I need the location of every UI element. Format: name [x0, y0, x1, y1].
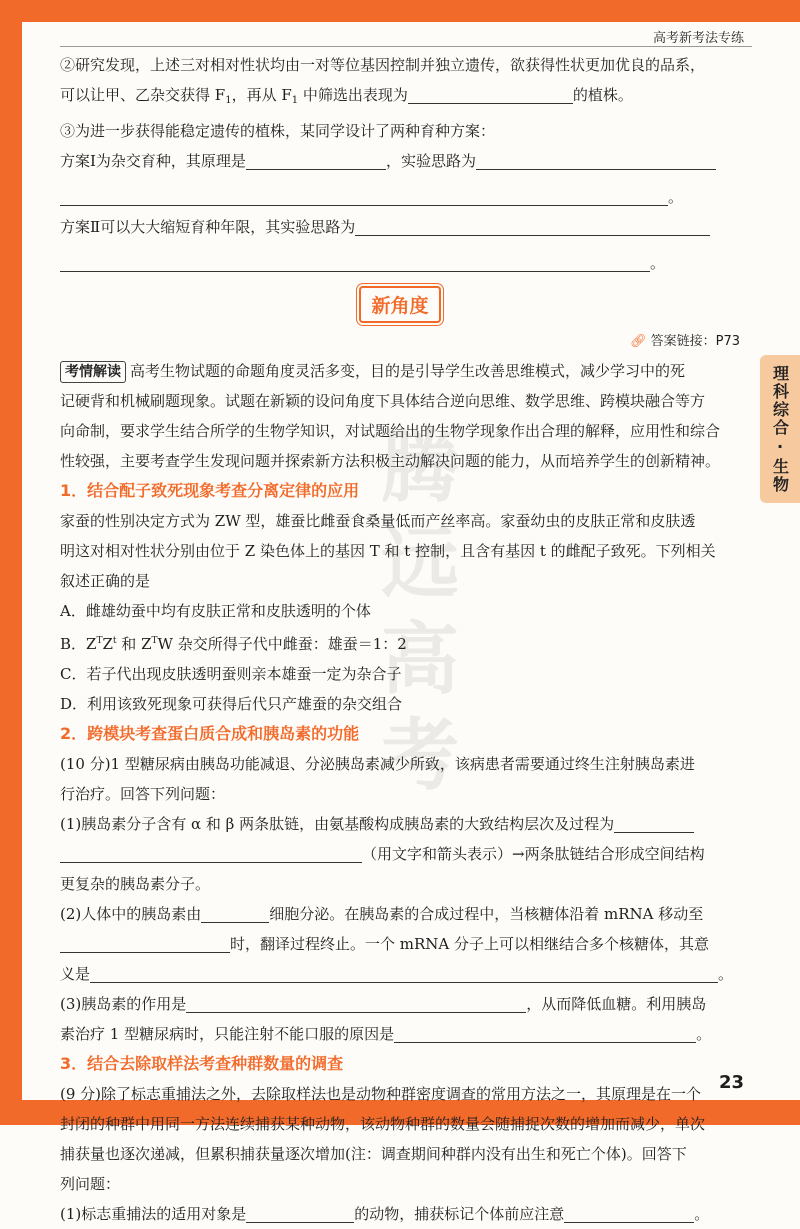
- answer-blank[interactable]: [246, 151, 386, 170]
- q3-line-1: ③为进一步获得能稳定遗传的植株，某同学设计了两种育种方案：: [60, 122, 496, 140]
- section-2-line-2: 行治疗。回答下列问题：: [60, 785, 226, 803]
- watermark: 腾远高考: [380, 423, 459, 801]
- section-1-line-1: 家蚕的性别决定方式为 ZW 型，雄蚕比雌蚕食桑量低而产丝率高。家蚕幼虫的皮肤正常和皮肤透: [60, 512, 696, 530]
- link-icon: 🔗︎: [630, 334, 647, 349]
- option-c[interactable]: C．若子代出现皮肤透明蚕则亲本雄蚕一定为杂合子: [60, 665, 402, 683]
- answer-blank[interactable]: [394, 1024, 696, 1043]
- q2-line-1: ②研究发现，上述三对相对性状均由一对等位基因控制并独立遗传，欲获得性状更加优良的品系，: [60, 56, 706, 74]
- page-content: [60, 50, 740, 1229]
- page-number: 23: [718, 1072, 744, 1093]
- new-angle-heading-wrap: [60, 286, 740, 330]
- header-divider: [60, 46, 752, 47]
- section-2-q1-line-1: (1)胰岛素分子含有 α 和 β 两条肽链，由氨基酸构成胰岛素的大致结构层次及过程为: [60, 809, 740, 839]
- left-color-band: [0, 0, 22, 1125]
- analysis-line-1: 考情解读 高考生物试题的命题角度灵活多变，目的是引导学生改善思维模式，减少学习中的死: [60, 356, 740, 386]
- section-3-line-4: 列问题：: [60, 1175, 121, 1193]
- answer-blank[interactable]: [408, 85, 573, 104]
- section-1-line-3: 叙述正确的是: [60, 572, 151, 590]
- plan2-continued: 。: [60, 248, 740, 278]
- section-2-q1-line-3: 更复杂的胰岛素分子。: [60, 875, 211, 893]
- answer-blank[interactable]: [201, 904, 269, 923]
- section-2-title: 2．跨模块考查蛋白质合成和胰岛素的功能: [60, 724, 360, 743]
- top-color-band: [0, 0, 800, 22]
- plan2-line: 方案Ⅱ可以大大缩短育种年限，其实验思路为: [60, 212, 740, 242]
- plan1-continued: 。: [60, 182, 740, 212]
- section-1-line-2: 明这对相对性状分别由位于 Z 染色体上的基因 T 和 t 控制，且含有基因 t 的雌配子致死。下列相关: [60, 542, 716, 560]
- section-2-q2-line-1: (2)人体中的胰岛素由 细胞分泌。在胰岛素的合成过程中，当核糖体沿着 mRNA 移动至: [60, 905, 704, 923]
- answer-blank[interactable]: [476, 151, 716, 170]
- option-b[interactable]: B．$Z^TZ^t$ 和 $Z^TW$ 杂交所得子代中雌蚕：雄蚕＝1：2: [60, 635, 407, 653]
- plan1-line: 方案Ⅰ为杂交育种，其原理是 ，实验思路为: [60, 146, 740, 176]
- section-1-title: 1．结合配子致死现象考查分离定律的应用: [60, 481, 360, 500]
- section-2-line-1: (10 分)1 型糖尿病由胰岛功能减退、分泌胰岛素减少所致，该病患者需要通过终生注射胰岛素进: [60, 755, 695, 773]
- section-2-q3-line-2: 素治疗 1 型糖尿病时，只能注射不能口服的原因是 。: [60, 1025, 712, 1043]
- answer-blank[interactable]: [614, 814, 694, 833]
- analysis-line-2: 记硬背和机械刷题现象。试题在新颖的设问角度下具体结合逆向思维、数学思维、跨模块融合等方: [60, 392, 706, 410]
- section-2-q2-line-2: 时，翻译过程终止。一个 mRNA 分子上可以相继结合多个核糖体，其意: [60, 929, 740, 959]
- q2-line-2: 可以让甲、乙杂交获得 $F_1$，再从 $F_1$ 中筛选出表现为 的植株。: [60, 86, 633, 106]
- new-angle-heading: 新角度: [359, 286, 440, 323]
- analysis-tag: 考情解读: [60, 361, 126, 383]
- answer-blank[interactable]: [60, 253, 650, 272]
- section-2-q1-line-2: （用文字和箭头表示）→两条肽链结合形成空间结构: [60, 839, 740, 869]
- section-3-q1-line: (1)标志重捕法的适用对象是 的动物，捕获标记个体前应注意 。: [60, 1205, 710, 1223]
- answer-blank[interactable]: [355, 217, 710, 236]
- section-3-line-3: 捕获量也逐次递减，但累积捕获量逐次增加(注：调查期间种群内没有出生和死亡个体)。回答下: [60, 1145, 687, 1163]
- option-d[interactable]: D．利用该致死现象可获得后代只产雄蚕的杂交组合: [60, 695, 403, 713]
- answer-blank[interactable]: [246, 1204, 354, 1223]
- section-3-line-2: 封闭的种群中用同一方法连续捕获某种动物，该动物种群的数量会随捕捉次数的增加而减少，单次: [60, 1115, 706, 1133]
- answer-blank[interactable]: [60, 187, 668, 206]
- subject-side-tab: 理科综合·生物: [760, 355, 800, 503]
- section-2-q3-line-1: (3)胰岛素的作用是 ，从而降低血糖。利用胰岛: [60, 995, 707, 1013]
- answer-blank[interactable]: [90, 964, 718, 983]
- answer-blank[interactable]: [186, 994, 526, 1013]
- section-2-q2-line-3: 义是 。: [60, 965, 734, 983]
- answer-link[interactable]: 🔗︎ 答案链接：P73: [630, 334, 740, 349]
- header-title: 高考新考法专练: [652, 31, 744, 46]
- section-3-line-1: (9 分)除了标志重捕法之外，去除取样法也是动物种群密度调查的常用方法之一，其原理是在一个: [60, 1085, 702, 1103]
- option-a[interactable]: A．雌雄幼蚕中均有皮肤正常和皮肤透明的个体: [60, 602, 371, 620]
- answer-blank[interactable]: [564, 1204, 694, 1223]
- analysis-line-4: 性较强，主要考查学生发现问题并探索新方法积极主动解决问题的能力，从而培养学生的创新精神。: [60, 452, 721, 470]
- section-3-title: 3．结合去除取样法考查种群数量的调查: [60, 1054, 344, 1073]
- answer-blank[interactable]: [60, 934, 230, 953]
- analysis-line-3: 向命制，要求学生结合所学的生物学知识，对试题给出的生物学现象作出合理的解释，应用性和综合: [60, 422, 721, 440]
- answer-blank[interactable]: [60, 844, 362, 863]
